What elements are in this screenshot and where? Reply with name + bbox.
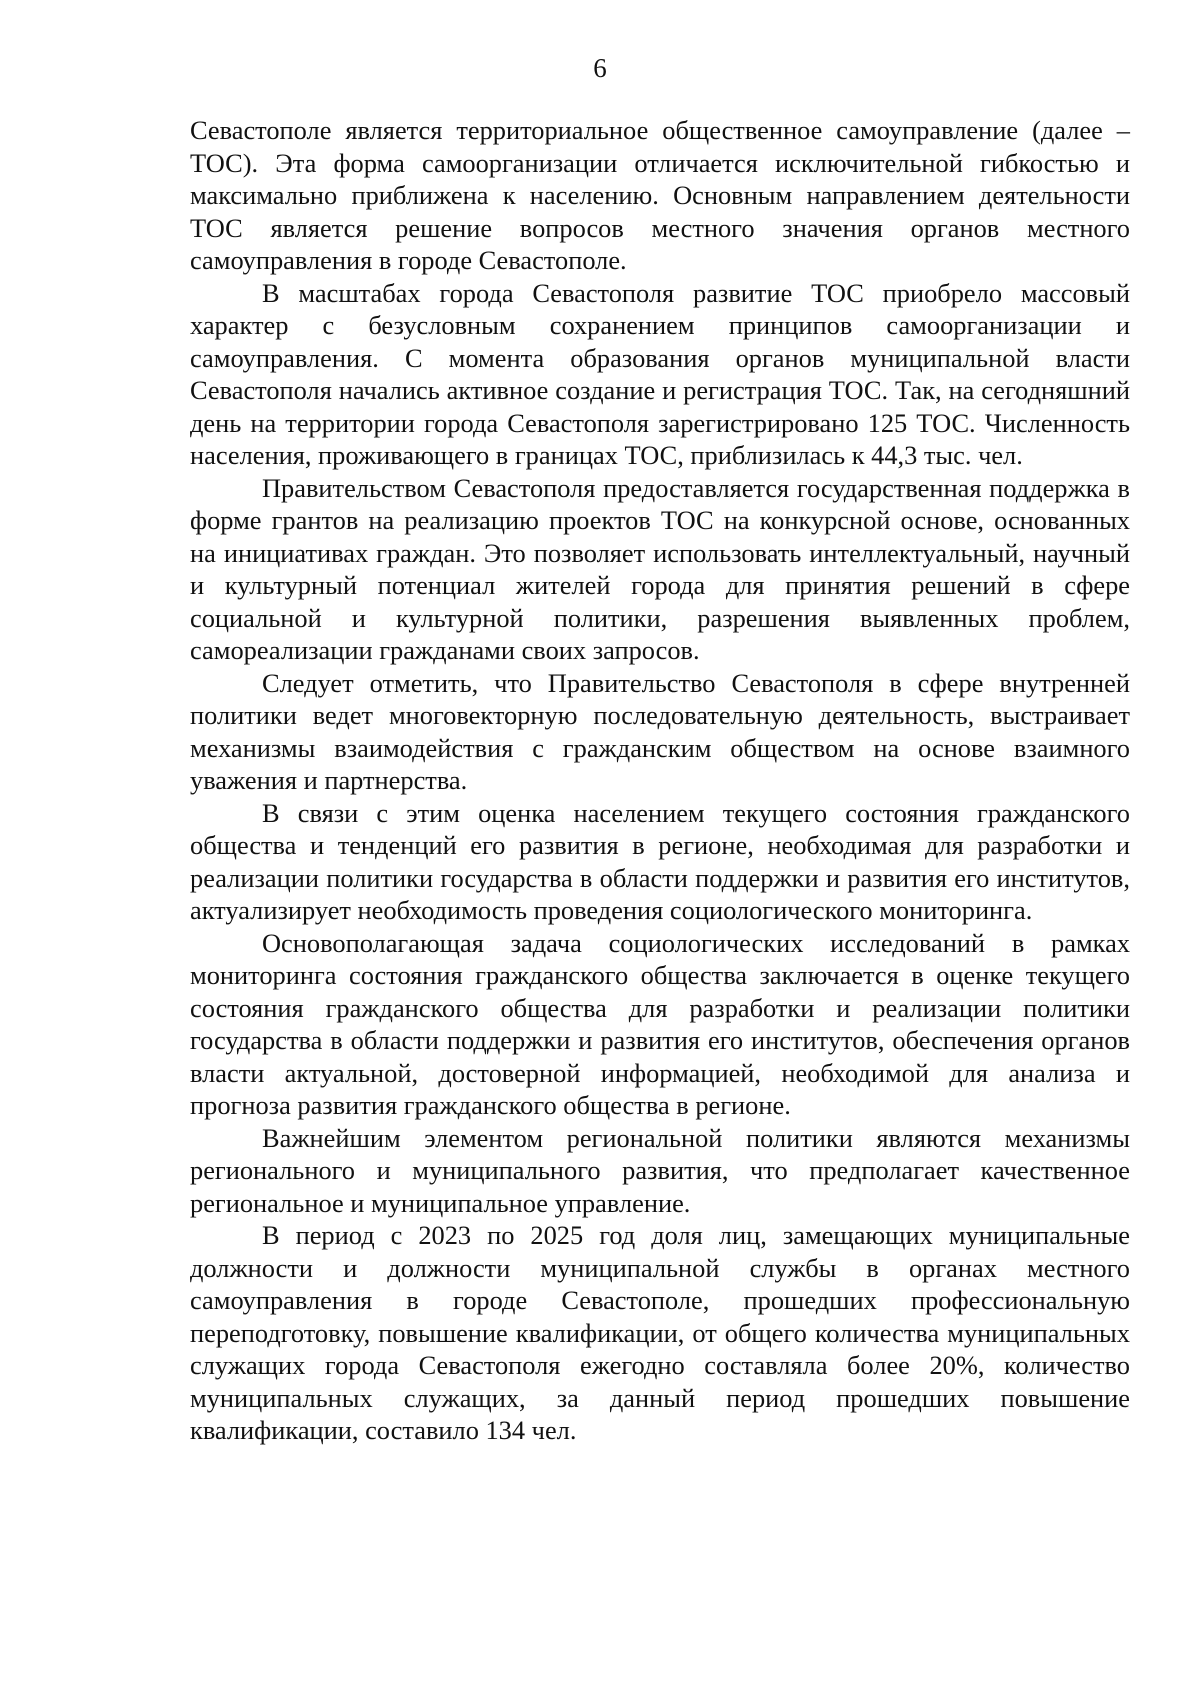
page-number: 6 xyxy=(593,53,607,83)
paragraph-monitoring-task: Основополагающая задача социологических исследований в рамках мониторинга состояния гражданского общества заключается в оценке текущего состояния гражданского общества для разработки и реализации политики государства в области поддержки и развития его институтов, обеспечения органов власти актуальной, достоверной информацией, необходимой для анализа и прогноза развития гражданского общества в регионе. xyxy=(190,927,1130,1120)
paragraph-municipal-training: В период с 2023 по 2025 год доля лиц, замещающих муниципальные должности и должности муниципальной службы в органах местного самоуправления в городе Севастополе, прошедших профессиональную переподготовку, повышение квалификации, от общего количества муниципальных служащих города Севастополя ежегодно составляла более 20%, количество муниципальных служащих, за данный период прошедших повышение квалификации, составило 134 чел. xyxy=(190,1220,1130,1445)
paragraph-regional-policy: Важнейшим элементом региональной политики являются механизмы регионального и муниципального развития, что предполагает качественное региональное и муниципальное управление. xyxy=(190,1122,1130,1218)
document-body xyxy=(190,114,1130,1447)
paragraph-government-support: Правительством Севастополя предоставляется государственная поддержка в форме грантов на реализацию проектов ТОС на конкурсной основе, основанных на инициативах граждан. Это позволяет использовать интеллектуальный, научный и культурный потенциал жителей города для принятия решений в сфере социальной и культурной политики, разрешения выявленных проблем, самореализации гражданами своих запросов. xyxy=(190,472,1130,665)
paragraph-civil-society-assessment: В связи с этим оценка населением текущего состояния гражданского общества и тенденций его развития в регионе, необходимая для разработки и реализации политики государства в области поддержки и развития его институтов, актуализирует необходимость проведения социологического мониторинга. xyxy=(190,797,1130,925)
paragraph-tos-development: В масштабах города Севастополя развитие ТОС приобрело массовый характер с безусловным сохранением принципов самоорганизации и самоуправления. С момента образования органов муниципальной власти Севастополя начались активное создание и регистрация ТОС. Так, на сегодняшний день на территории города Севастополя зарегистрировано 125 ТОС. Численность населения, проживающего в границах ТОС, приблизилась к 44,3 тыс. чел. xyxy=(190,277,1130,470)
paragraph-internal-policy: Следует отметить, что Правительство Севастополя в сфере внутренней политики ведет многовекторную последовательную деятельность, выстраивает механизмы взаимодействия с гражданским обществом на основе взаимного уважения и партнерства. xyxy=(190,667,1130,795)
paragraph-continuation: Севастополе является территориальное общественное самоуправление (далее – ТОС). Эта форма самоорганизации отличается исключительной гибкостью и максимально приближена к населению. Основным направлением деятельности ТОС является решение вопросов местного значения органов местного самоуправления в городе Севастополе. xyxy=(190,115,1130,275)
